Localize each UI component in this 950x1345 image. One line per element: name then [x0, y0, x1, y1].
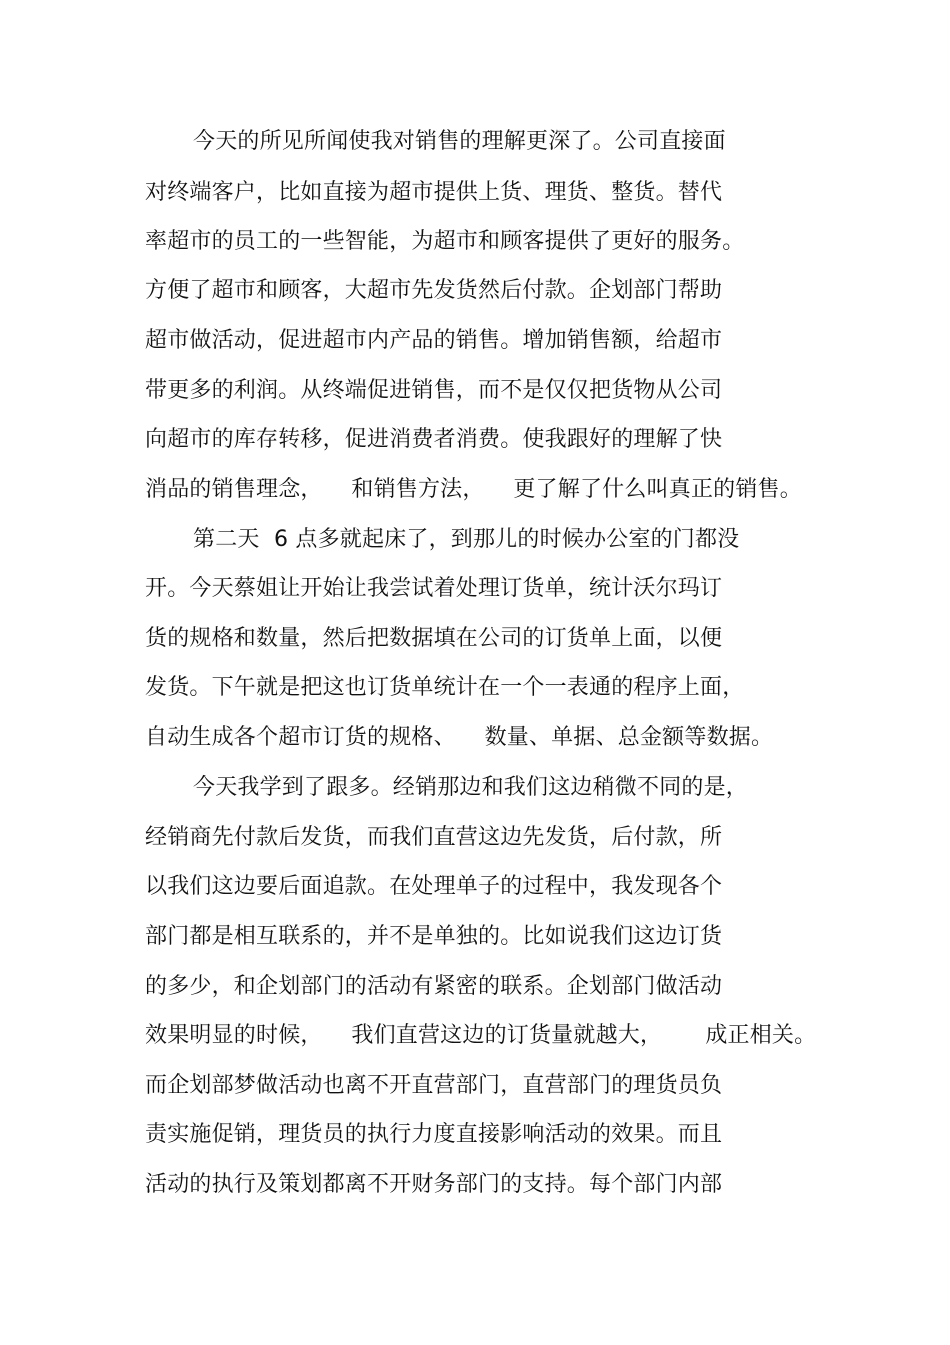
paragraph-1-line-1: 今天的所见所闻使我对销售的理解更深了。公司直接面: [193, 129, 726, 154]
paragraph-1-line-6: 带更多的利润。从终端促进销售，而不是仅仅把货物从公司: [145, 378, 723, 403]
paragraph-2-line-3: 货的规格和数量，然后把数据填在公司的订货单上面，以便: [145, 626, 723, 651]
paragraph-3-line-1: 今天我学到了跟多。经销那边和我们这边稍微不同的是，: [193, 775, 749, 800]
paragraph-3-line-8: 责实施促销，理货员的执行力度直接影响活动的效果。而且: [145, 1122, 723, 1147]
paragraph-2-line-5: 自动生成各个超市订货的规格、 数量、单据、总金额等数据。: [145, 725, 774, 750]
paragraph-3-line-2: 经销商先付款后发货，而我们直营这边先发货，后付款，所: [145, 825, 723, 850]
paragraph-1-line-8: 消品的销售理念， 和销售方法， 更了解了什么叫真正的销售。: [145, 477, 802, 502]
paragraph-3-line-5: 的多少，和企划部门的活动有紧密的联系。企划部门做活动: [145, 974, 723, 999]
paragraph-3-line-4: 部门都是相互联系的，并不是单独的。比如说我们这边订货: [145, 924, 723, 949]
paragraph-3-line-6: 效果明显的时候， 我们直营这边的订货量就越大， 成正相关。: [145, 1023, 817, 1048]
paragraph-2-line-1: 第二天 6 点多就起床了，到那儿的时候办公室的门都没: [193, 527, 740, 552]
paragraph-3-line-9: 活动的执行及策划都离不开财务部门的支持。每个部门内部: [145, 1172, 723, 1197]
paragraph-3-line-7: 而企划部梦做活动也离不开直营部门，直营部门的理货员负: [145, 1073, 723, 1098]
paragraph-2-line-4: 发货。下午就是把这也订货单统计在一个一表通的程序上面，: [145, 675, 745, 700]
paragraph-1-line-5: 超市做活动，促进超市内产品的销售。增加销售额，给超市: [145, 328, 723, 353]
paragraph-1-line-2: 对终端客户，比如直接为超市提供上货、理货、整货。替代: [145, 180, 723, 205]
paragraph-2-line-2: 开。今天蔡姐让开始让我尝试着处理订货单，统计沃尔玛订: [145, 576, 723, 601]
paragraph-1-line-3: 率超市的员工的一些智能，为超市和顾客提供了更好的服务。: [145, 229, 745, 254]
paragraph-3-line-3: 以我们这边要后面追款。在处理单子的过程中，我发现各个: [145, 874, 723, 899]
paragraph-1-line-7: 向超市的库存转移，促进消费者消费。使我跟好的理解了快: [145, 427, 723, 452]
paragraph-1-line-4: 方便了超市和顾客，大超市先发货然后付款。企划部门帮助: [145, 278, 723, 303]
